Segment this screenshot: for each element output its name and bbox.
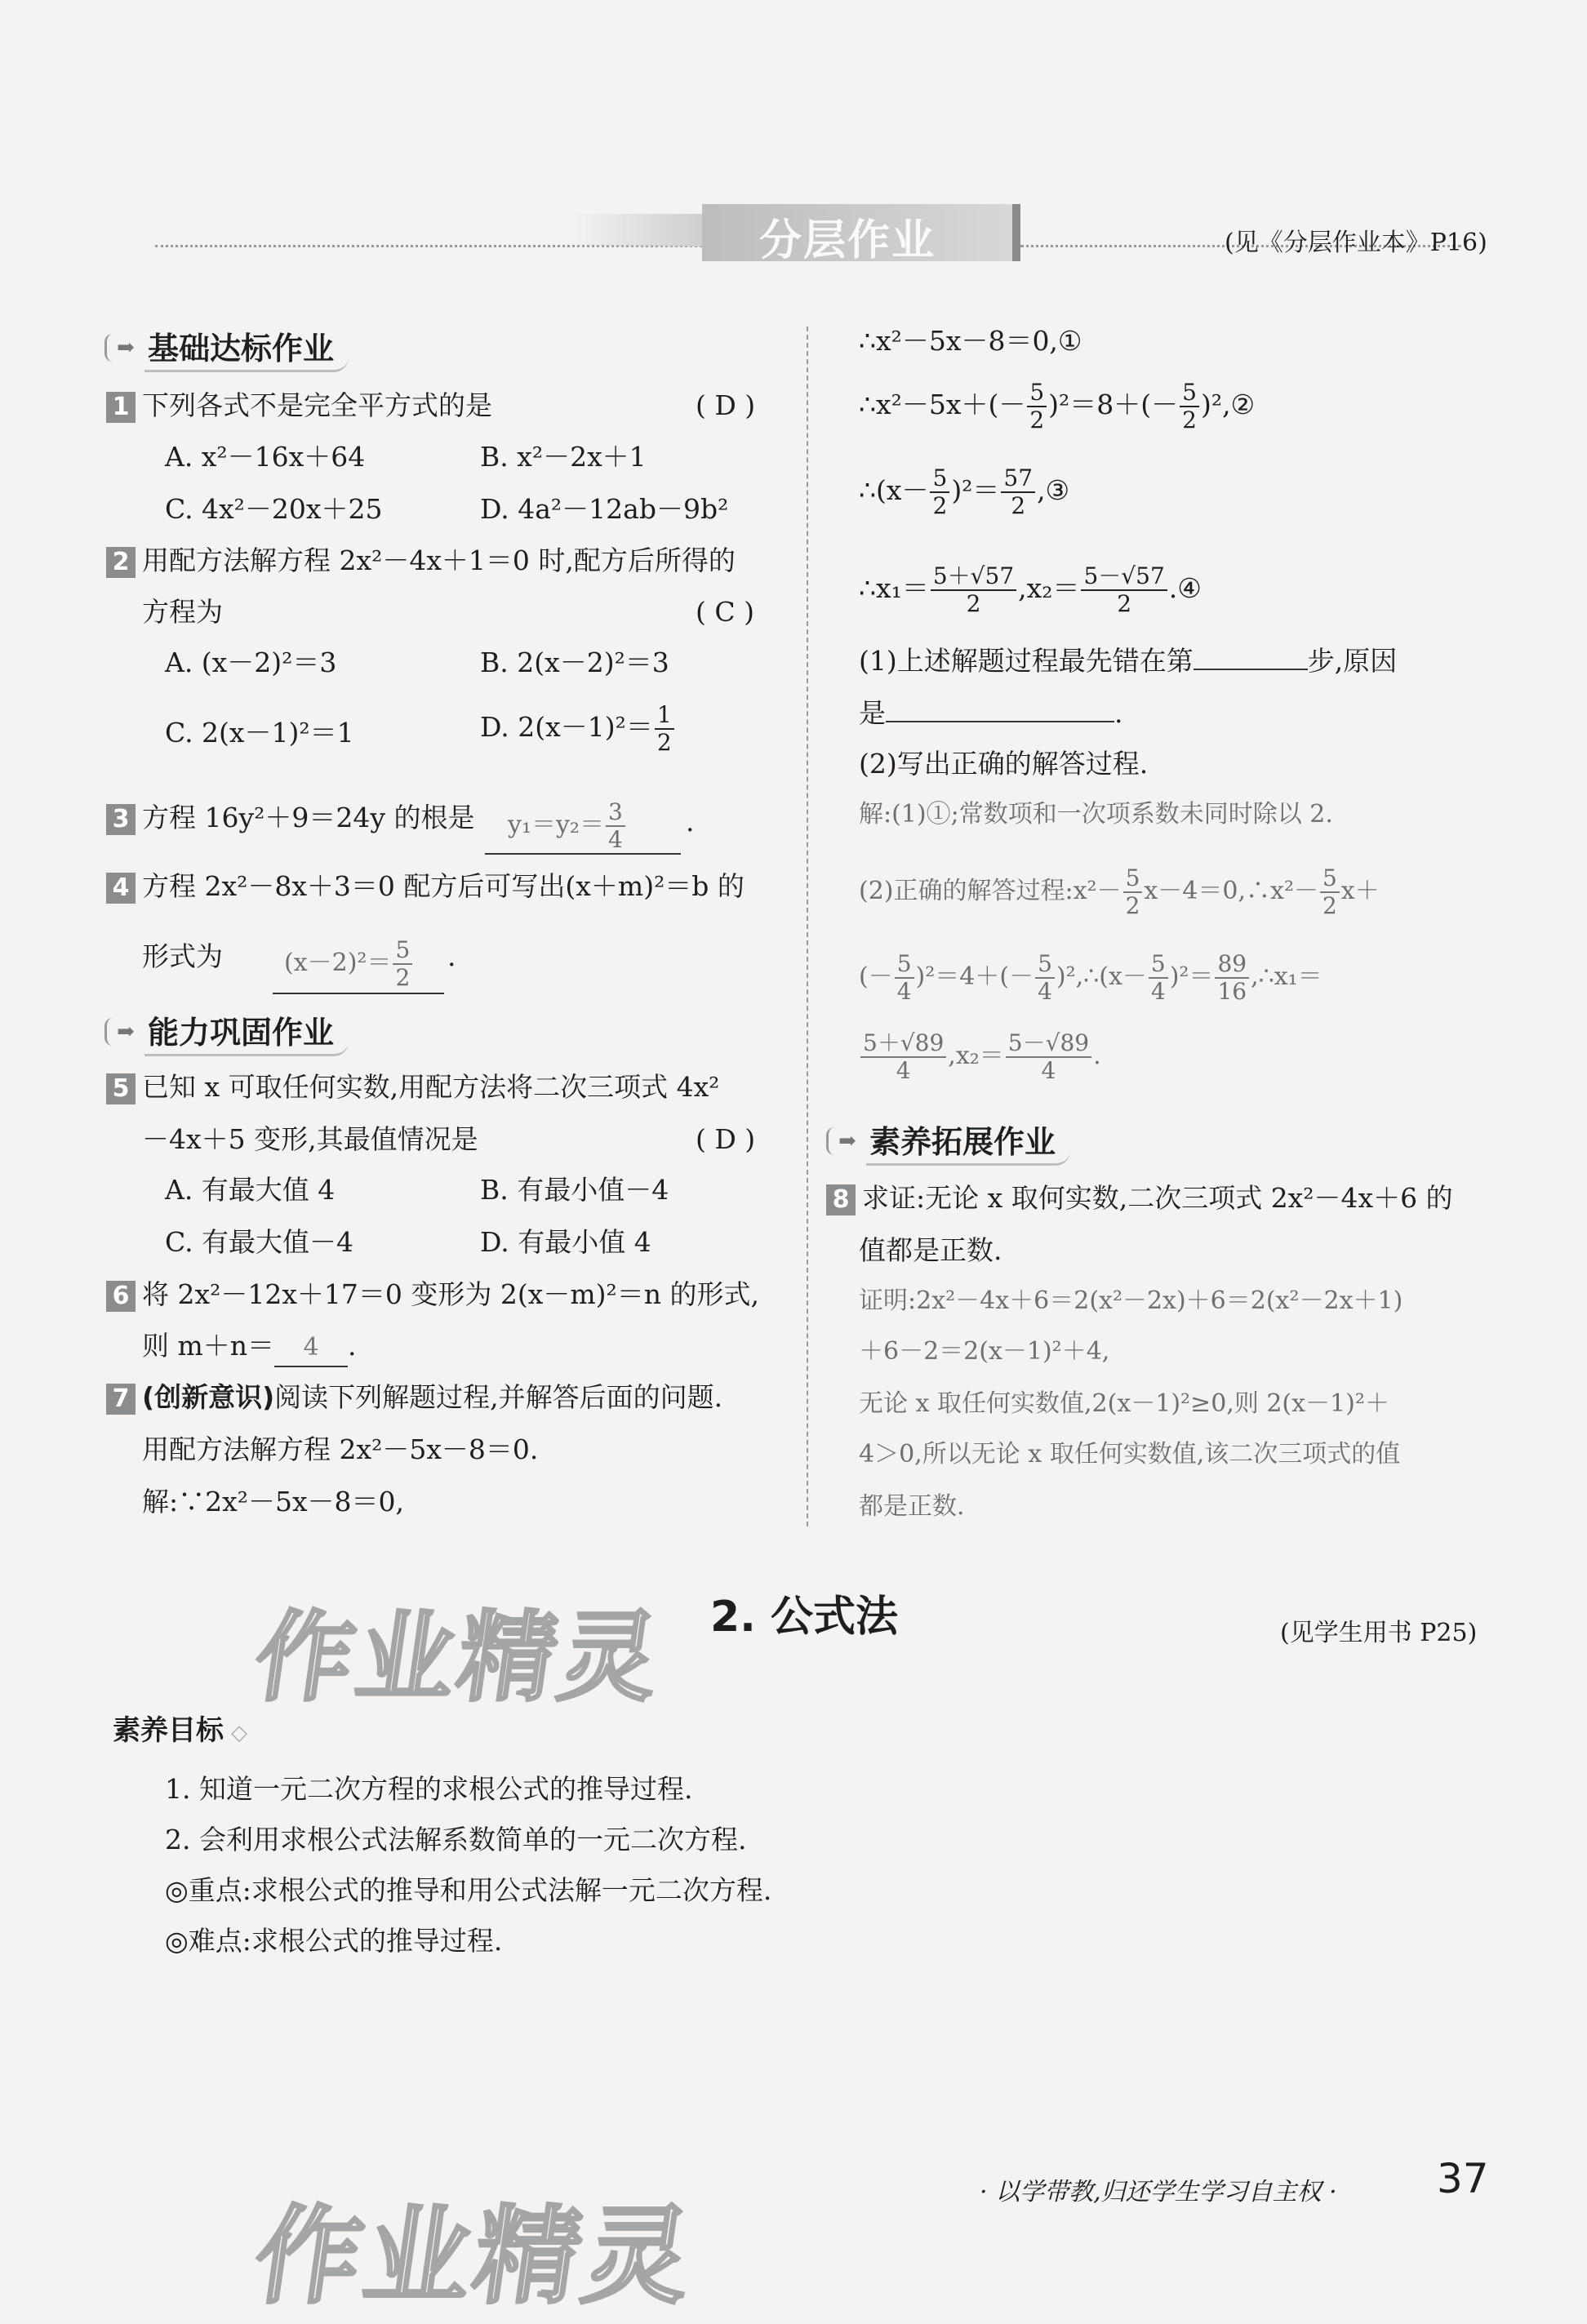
q8-stem-line1: 求证:无论 x 取何实数,二次三项式 2x²－4x＋6 的 [862,1182,1453,1214]
q7-part1-text: . [1114,697,1123,729]
watermark: 作业精灵 [247,1602,669,1715]
q4-end: . [447,940,456,972]
fraction [1081,563,1167,617]
goal-1: 1. 知道一元二次方程的求根公式的推导过程. [165,1773,693,1805]
denominator: 4 [1041,1057,1056,1084]
q3-end: . [686,806,695,838]
question-number: 8 [826,1184,856,1215]
q7-step3-part: )²＝ [951,474,1000,506]
q4-answer [273,922,444,994]
denominator: 2 [1322,892,1337,919]
q8-proof-5: 都是正数. [859,1492,965,1521]
fraction [606,799,625,853]
goals-title-text: 素养目标 [113,1714,224,1747]
denominator: 4 [896,978,912,1005]
q2-option-a: A. (x－2)²＝3 [165,647,337,678]
q7-part2: (2)写出正确的解答过程. [859,748,1149,780]
numerator: 5 [1180,380,1199,407]
q8-proof-1: 证明:2x²－4x＋6＝2(x²－2x)＋6＝2(x²－2x＋1) [859,1286,1403,1315]
fraction [1215,951,1249,1005]
q1-stem-text: 下列各式不是完全平方式的是 [142,389,492,421]
denominator: 4 [896,1057,911,1084]
q7-solution-1: 解:(1)①;常数项和一次项系数未同时除以 2. [859,800,1333,829]
numerator: 5＋√57 [931,563,1016,591]
fraction [1180,380,1199,433]
q4-answer-text: (x－2)²＝ [284,949,392,977]
section-title: 能力巩固作业 [144,1007,349,1056]
q7-solution-part: . [1093,1042,1101,1070]
denominator: 2 [1125,892,1140,919]
q1-stem [106,388,492,424]
numerator: 1 [655,702,674,730]
section-title: 基础达标作业 [144,323,349,372]
numerator: 5 [1027,380,1047,407]
q2-stem-line1: 用配方法解方程 2x²－4x＋1＝0 时,配方后所得的 [142,544,736,576]
q8-stem-line2: 值都是正数. [859,1234,1002,1266]
lesson-title: 2. 公式法 [710,1593,899,1642]
q2-option-d [480,702,676,756]
numerator: 5＋√89 [860,1030,946,1058]
q1-option-c: C. 4x²－20x＋25 [165,493,383,525]
numerator: 5 [1035,951,1055,979]
fraction [393,937,412,991]
denominator: 2 [656,729,672,756]
lesson-reference: (见学生用书 P25) [1280,1619,1478,1647]
question-number: 3 [106,804,136,835]
numerator: 5 [1149,951,1168,979]
banner-decoration [571,214,702,247]
arrow-icon: ➡ [104,334,144,362]
q7-solution-part: (2)正确的解答过程:x²－ [859,877,1122,905]
fraction [930,465,949,519]
numerator: 3 [606,799,625,827]
q4-stem-line2: 形式为 [142,940,223,972]
q2-option-b: B. 2(x－2)²＝3 [480,647,669,678]
q6-stem-line1: 将 2x²－12x＋17＝0 变形为 2(x－m)²＝n 的形式, [142,1278,760,1310]
q7-solution-part: (－ [859,962,893,991]
fraction [931,563,1016,617]
denominator: 16 [1217,978,1247,1005]
q7-part1-text: 是 [859,697,886,729]
goal-2: 2. 会利用求根公式法解系数简单的一元二次方程. [165,1824,747,1855]
q6-stem [106,1277,759,1313]
q7-stem [106,1380,722,1415]
q7-step4 [859,563,1202,617]
q7-step3-part: ,③ [1037,474,1070,506]
numerator: 5－√57 [1081,563,1167,591]
q7-part1 [859,643,1397,679]
denominator: 4 [1150,978,1166,1005]
q5-stem [106,1069,719,1105]
q1-option-d: D. 4a²－12ab－9b² [480,493,729,525]
q7-blank-reason[interactable] [886,696,1114,722]
q7-stem-line1: 阅读下列解题过程,并解答后面的问题. [274,1381,723,1413]
diamond-icon: ◇ [224,1721,248,1745]
q7-step3 [859,465,1069,519]
q7-tag: (创新意识) [142,1381,275,1413]
q8-proof-3: 无论 x 取任何实数值,2(x－1)²≥0,则 2(x－1)²＋ [859,1389,1389,1418]
question-number: 1 [106,392,136,423]
numerator: 5－√89 [1006,1030,1091,1058]
q2-stem-line2: 方程为 [142,596,223,628]
q3-answer [485,788,681,855]
q4-stem [106,869,745,904]
fraction [895,951,914,1005]
q2-option-c: C. 2(x－1)²＝1 [165,717,354,749]
q7-step4-part: ,x₂＝ [1018,572,1080,604]
q7-solution-4 [859,1030,1101,1084]
q7-solution-2 [859,865,1380,919]
q7-part1-line2 [859,695,1123,731]
numerator: 5 [393,937,412,965]
q5-option-c: C. 有最大值－4 [165,1226,354,1258]
q3-stem-text: 方程 16y²＋9＝24y 的根是 [142,802,475,833]
denominator: 2 [1011,492,1026,519]
denominator: 2 [1029,407,1045,433]
section-ability [104,1009,349,1055]
q5-option-a: A. 有最大值 4 [165,1174,336,1206]
q7-step3-part: ∴(x－ [859,474,929,506]
q7-step4-part: ∴x₁＝ [859,572,929,604]
q7-solution-part: x－4＝0,∴x²－ [1144,877,1318,905]
numerator: 89 [1215,951,1249,979]
q3-stem [106,800,474,836]
goal-key-point: ◎重点:求根公式的推导和用公式法解一元二次方程. [165,1874,772,1906]
q5-stem-line2: －4x＋5 变形,其最值情况是 [142,1123,478,1155]
q2-option-d-text: D. 2(x－1)²＝ [480,711,653,743]
q6-answer: 4 [274,1330,348,1367]
arrow-icon: ➡ [104,1018,144,1046]
q5-option-d: D. 有最小值 4 [480,1226,651,1258]
question-number: 5 [106,1073,136,1104]
column-divider [807,327,808,1526]
numerator: 5 [930,465,949,493]
q7-step2-part: )²,② [1200,389,1256,420]
numerator: 5 [1123,865,1143,893]
banner-title: 分层作业 [759,216,936,265]
q7-part1-text: (1)上述解题过程最先错在第 [859,645,1194,677]
footer-motto: · 以学带教,归还学生学习自主权 · [980,2178,1337,2206]
page-number: 37 [1437,2155,1489,2202]
q8-stem [826,1180,1453,1216]
q1-option-b: B. x²－2x＋1 [480,441,647,473]
q7-solution-part: )²,∴(x－ [1056,962,1147,991]
numerator: 57 [1001,465,1035,493]
denominator: 2 [932,492,948,519]
q3-answer-text: y₁＝y₂＝ [508,811,604,839]
q7-step2-part: )²＝8＋(－ [1048,389,1179,420]
q7-step1: ∴x²－5x－8＝0,① [859,325,1082,357]
denominator: 4 [1038,978,1052,1005]
q5-option-b: B. 有最小值－4 [480,1174,669,1206]
q4-stem-line1: 方程 2x²－8x＋3＝0 配方后可写出(x＋m)²＝b 的 [142,870,745,902]
q7-step4-part: .④ [1168,572,1202,604]
q7-solution-part: ,x₂＝ [948,1042,1004,1070]
question-number: 2 [106,547,136,578]
q7-stem-line2: 用配方法解方程 2x²－5x－8＝0. [142,1433,539,1465]
fraction [1006,1030,1091,1084]
q7-solution-part: )²＝ [1169,962,1214,991]
denominator: 2 [1117,590,1132,617]
question-number: 4 [106,873,136,904]
q5-answer: ( D ) [696,1123,756,1155]
q7-solution-part: x＋ [1340,877,1380,905]
question-number: 6 [106,1281,136,1312]
fraction [1320,865,1340,919]
numerator: 5 [1320,865,1340,893]
denominator: 2 [395,964,411,991]
q6-stem-line2-text: 则 m＋n＝ [142,1330,275,1362]
denominator: 2 [1182,407,1197,433]
q7-solution-part: ,∴x₁＝ [1251,962,1322,991]
q6-stem-line2 [142,1328,357,1367]
goals-title [113,1708,247,1748]
goal-difficulty: ◎难点:求根公式的推导过程. [165,1925,503,1957]
question-number: 7 [106,1384,136,1415]
fraction [860,1030,946,1084]
q7-solution-part: )²＝4＋(－ [915,962,1034,991]
q6-end: . [348,1330,357,1362]
fraction [1123,865,1143,919]
q2-stem [106,543,736,579]
q1-answer: ( D ) [696,389,756,421]
q8-proof-4: 4＞0,所以无论 x 取任何实数值,该二次三项式的值 [859,1440,1401,1469]
fraction [1001,465,1035,519]
banner-reference: (见《分层作业本》P16) [1225,229,1487,257]
denominator: 4 [607,826,623,853]
watermark-footer: 作业精灵 [247,2194,703,2318]
fraction [1027,380,1047,433]
fraction [655,702,674,756]
q7-solution-3 [859,951,1322,1005]
arrow-icon: ➡ [826,1127,866,1155]
q2-answer: ( C ) [696,596,754,628]
section-literacy [826,1118,1070,1164]
q7-blank-step[interactable] [1194,644,1308,670]
denominator: 2 [966,590,981,617]
fraction [1149,951,1168,1005]
q7-stem-line3: 解:∵2x²－5x－8＝0, [142,1486,405,1517]
q8-proof-2: ＋6－2＝2(x－1)²＋4, [859,1337,1110,1366]
section-title: 素养拓展作业 [866,1117,1070,1166]
section-basic [104,325,349,371]
numerator: 5 [895,951,914,979]
q7-part1-text: 步,原因 [1307,645,1398,677]
q7-step2 [859,380,1255,433]
fraction [1035,951,1055,1005]
q5-stem-line1: 已知 x 可取任何实数,用配方法将二次三项式 4x² [142,1071,720,1103]
q7-step2-part: ∴x²－5x＋(－ [859,389,1026,420]
q1-option-a: A. x²－16x＋64 [165,441,366,473]
